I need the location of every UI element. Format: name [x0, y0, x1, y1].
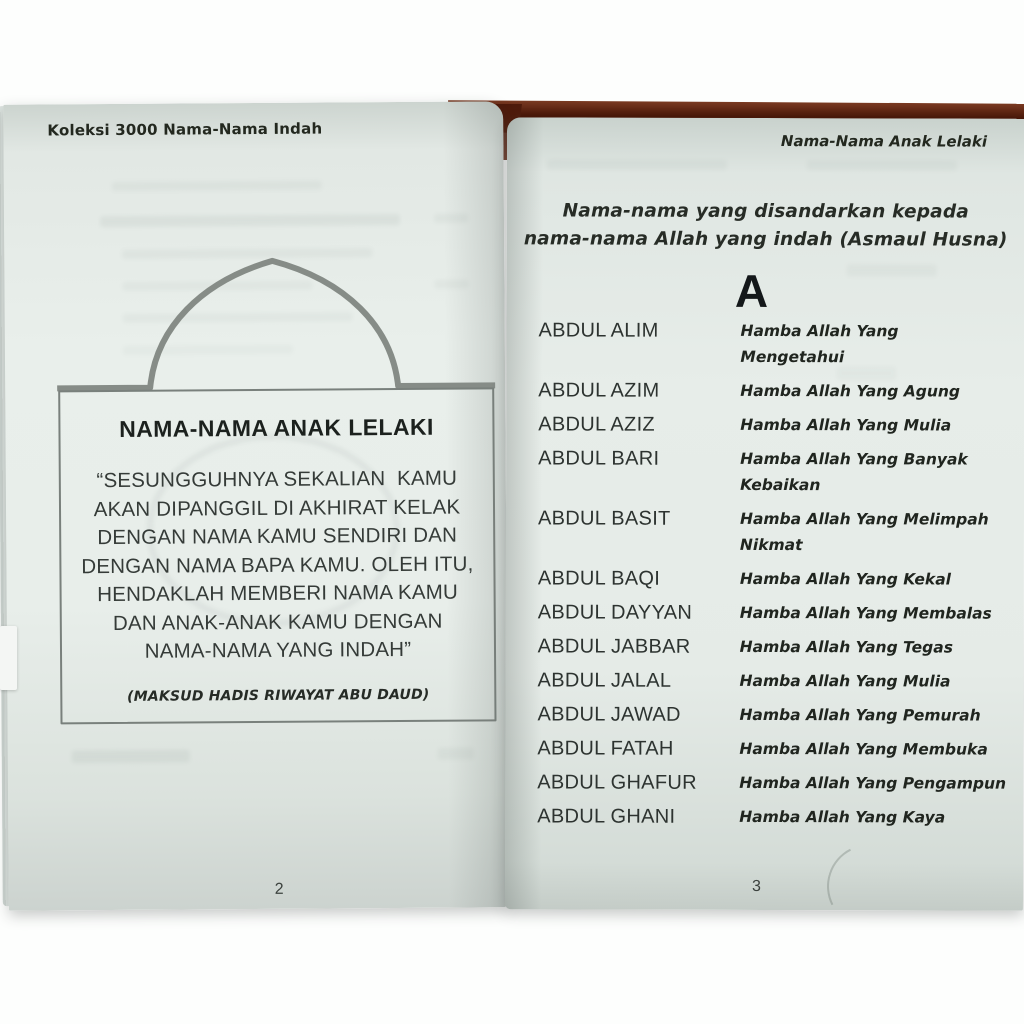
left-running-header: Koleksi 3000 Nama-Nama Indah	[47, 119, 323, 140]
meaning-cell: Hamba Allah Yang Melimpah Nikmat	[739, 509, 989, 555]
meaning-cell: Hamba Allah Yang Mulia	[740, 415, 952, 435]
meaning-cell: Hamba Allah Yang Pengampun	[739, 773, 1007, 793]
ghost-showthrough	[112, 181, 322, 191]
name-cell: ABDUL GHANI	[537, 805, 676, 828]
page-number-right: 3	[752, 877, 761, 895]
meaning-cell: Hamba Allah Yang Kekal	[739, 569, 952, 589]
ghost-showthrough	[807, 160, 957, 170]
name-cell: ABDUL JABBAR	[537, 635, 691, 658]
meaning-cell: Hamba Allah Yang Banyak Kebaikan	[740, 449, 968, 495]
hadith-attribution: (MAKSUD HADIS RIWAYAT ABU DAUD)	[127, 686, 430, 705]
subtitle-line-2: nama-nama Allah yang indah (Asmaul Husna)	[523, 228, 1008, 251]
ghost-showthrough	[434, 214, 468, 223]
name-cell: ABDUL FATAH	[537, 737, 674, 760]
entries-list	[537, 317, 1010, 838]
name-entry-row	[538, 505, 1010, 558]
subtitle	[507, 197, 1024, 254]
quote-line: “SESUNGGUHNYA SEKALIAN KAMU	[96, 466, 458, 493]
name-cell: ABDUL ALIM	[538, 319, 659, 342]
meaning-cell: Hamba Allah Yang Mulia	[739, 671, 951, 691]
name-entry-row	[538, 445, 1010, 498]
name-cell: ABDUL AZIM	[538, 379, 660, 402]
meaning-cell: Hamba Allah Yang Pemurah	[739, 705, 981, 725]
name-entry-row	[538, 667, 1010, 694]
ghost-showthrough	[100, 214, 400, 227]
page-curl-highlight	[816, 833, 922, 939]
quote-line: DAN ANAK-ANAK KAMU DENGAN	[112, 609, 443, 635]
name-entry-row	[538, 377, 1010, 404]
quote-line: HENDAKLAH MEMBERI NAMA KAMU	[97, 580, 459, 607]
mosque-arch-decoration	[49, 249, 500, 394]
quote-line: AKAN DIPANGGIL DI AKHIRAT KELAK	[93, 495, 461, 521]
subtitle-line-1: Nama-nama yang disandarkan kepada	[562, 200, 970, 223]
name-entry-row	[538, 599, 1010, 626]
name-cell: ABDUL JALAL	[537, 669, 672, 692]
name-cell: ABDUL AZIZ	[538, 413, 655, 436]
ghost-showthrough	[438, 747, 474, 759]
quote	[61, 464, 494, 667]
name-entry-row	[538, 411, 1010, 438]
name-cell: ABDUL BARI	[538, 447, 660, 470]
title-panel	[58, 387, 496, 724]
name-cell: ABDUL BASIT	[537, 507, 671, 530]
left-page	[3, 101, 509, 910]
right-running-header: Nama-Nama Anak Lelaki	[780, 132, 987, 151]
section-title: NAMA-NAMA ANAK LELAKI	[119, 413, 434, 442]
name-cell: ABDUL JAWAD	[537, 703, 681, 726]
quote-line: DENGAN NAMA BAPA KAMU. OLEH ITU,	[81, 551, 474, 578]
name-entry-row	[537, 803, 1009, 830]
ghost-showthrough	[547, 159, 727, 169]
name-cell: ABDUL DAYYAN	[537, 601, 693, 624]
name-entry-row	[537, 735, 1009, 762]
meaning-cell: Hamba Allah Yang Membalas	[739, 603, 992, 623]
name-entry-row	[537, 769, 1009, 796]
name-cell: ABDUL GHAFUR	[537, 771, 697, 794]
meaning-cell: Hamba Allah Yang Mengetahui	[740, 321, 899, 367]
name-entry-row	[538, 565, 1010, 592]
page-number-left: 2	[274, 880, 284, 898]
section-letter: A	[734, 264, 769, 318]
ghost-showthrough	[72, 749, 190, 763]
right-page	[505, 117, 1024, 910]
name-entry-row	[538, 317, 1010, 370]
book-photo	[0, 96, 1024, 922]
meaning-cell: Hamba Allah Yang Kaya	[739, 807, 946, 827]
quote-line: DENGAN NAMA KAMU SENDIRI DAN	[97, 523, 458, 550]
sticker-tab	[0, 626, 17, 690]
name-cell: ABDUL BAQI	[537, 567, 661, 590]
meaning-cell: Hamba Allah Yang Agung	[740, 381, 961, 401]
name-entry-row	[538, 633, 1010, 660]
name-entry-row	[537, 701, 1009, 728]
quote-line: NAMA-NAMA YANG INDAH”	[144, 637, 412, 663]
meaning-cell: Hamba Allah Yang Tegas	[739, 637, 953, 657]
meaning-cell: Hamba Allah Yang Membuka	[739, 739, 988, 759]
